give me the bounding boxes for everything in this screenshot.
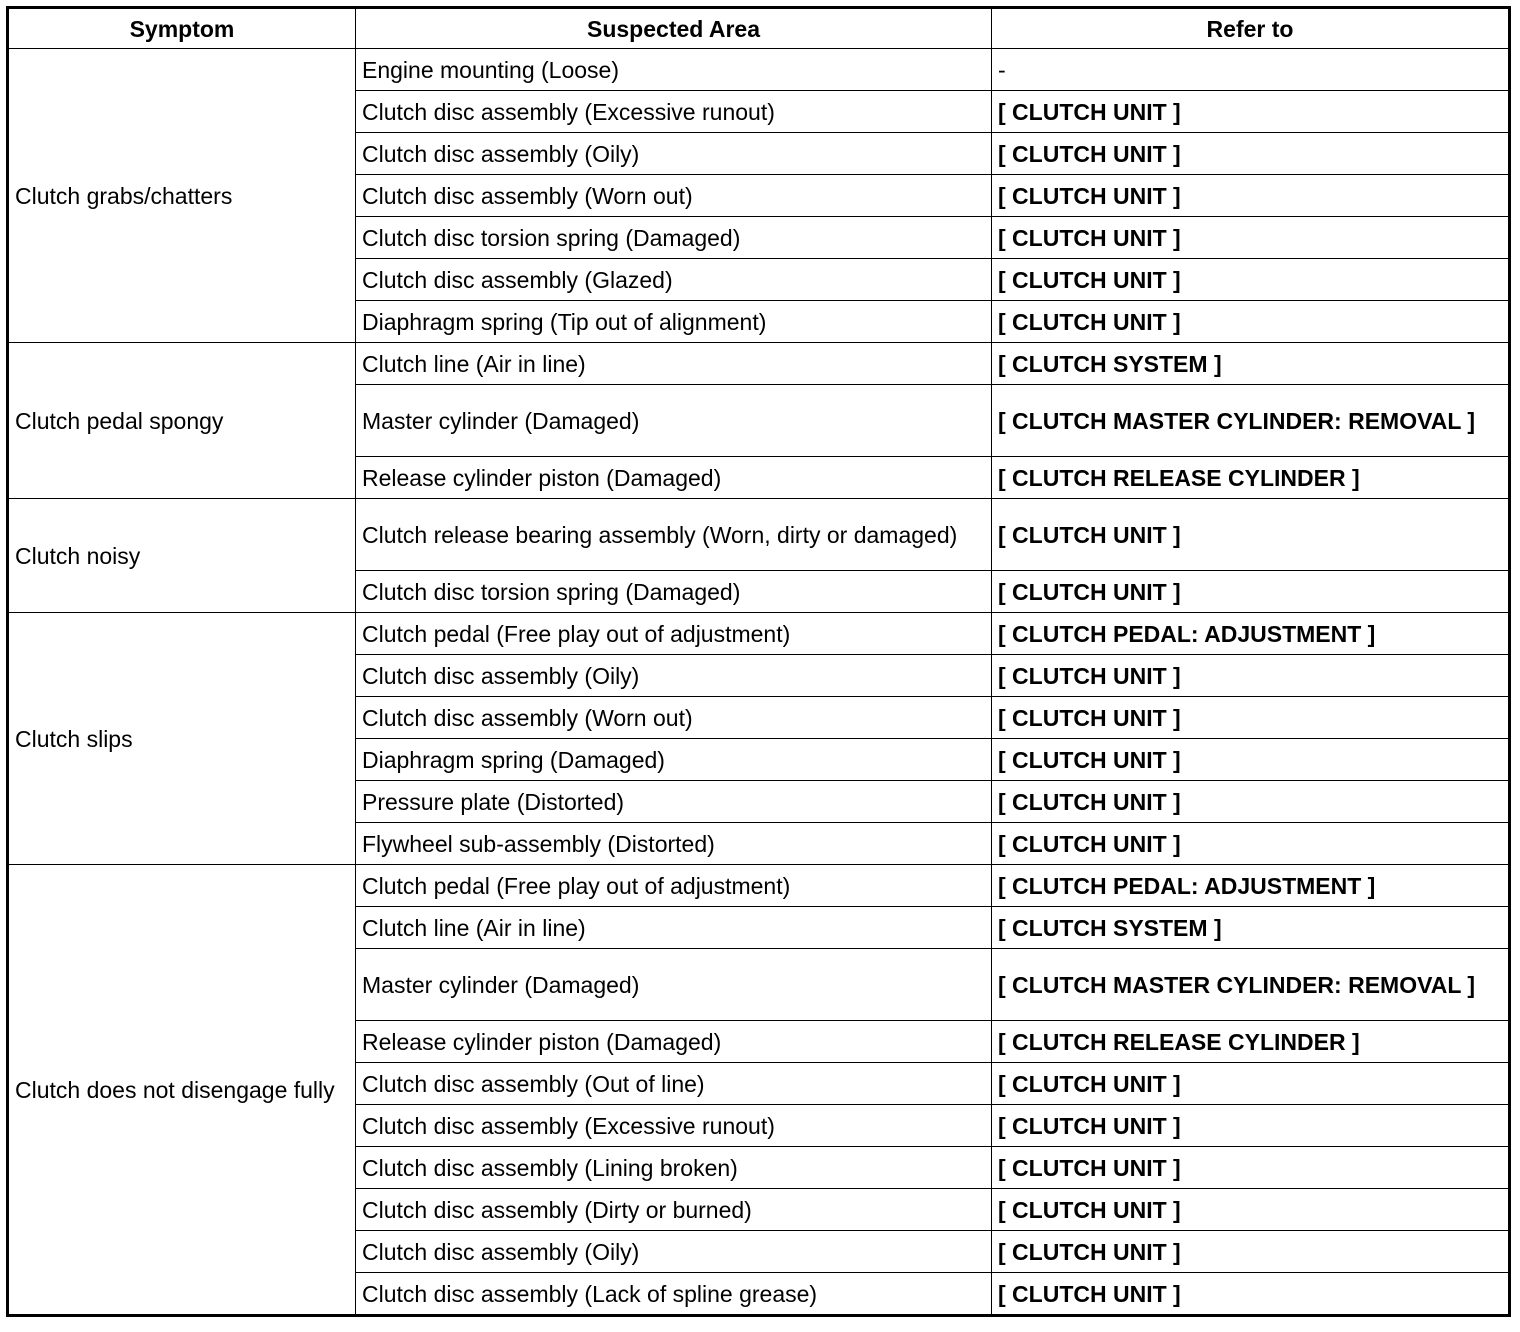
table-row [8,49,1510,91]
suspected-area-cell: Clutch disc assembly (Oily) [356,655,992,697]
table-row [8,865,1510,907]
refer-to-link[interactable]: [ CLUTCH SYSTEM ] [992,907,1510,949]
refer-to-link[interactable]: [ CLUTCH MASTER CYLINDER: REMOVAL ] [992,949,1510,1021]
refer-to-link[interactable]: [ CLUTCH UNIT ] [992,781,1510,823]
table-body [8,49,1510,1316]
suspected-area-cell: Clutch disc assembly (Worn out) [356,697,992,739]
symptom-cell: Clutch noisy [8,499,356,613]
refer-to-link[interactable]: [ CLUTCH PEDAL: ADJUSTMENT ] [992,865,1510,907]
suspected-area-cell: Clutch pedal (Free play out of adjustment) [356,865,992,907]
header-symptom: Symptom [8,8,356,49]
refer-to-link[interactable]: [ CLUTCH RELEASE CYLINDER ] [992,1021,1510,1063]
refer-to-link[interactable]: [ CLUTCH UNIT ] [992,697,1510,739]
refer-to-link[interactable]: [ CLUTCH UNIT ] [992,175,1510,217]
suspected-area-cell: Clutch line (Air in line) [356,343,992,385]
refer-to-link[interactable]: [ CLUTCH SYSTEM ] [992,343,1510,385]
suspected-area-cell: Clutch disc assembly (Lack of spline grease) [356,1273,992,1316]
refer-to-link[interactable]: [ CLUTCH UNIT ] [992,1273,1510,1316]
refer-to-link[interactable]: [ CLUTCH UNIT ] [992,1231,1510,1273]
suspected-area-cell: Clutch disc torsion spring (Damaged) [356,217,992,259]
suspected-area-cell: Master cylinder (Damaged) [356,949,992,1021]
table-row [8,343,1510,385]
troubleshooting-table-container [6,6,1508,1326]
suspected-area-cell: Flywheel sub-assembly (Distorted) [356,823,992,865]
suspected-area-cell: Clutch release bearing assembly (Worn, dirty or damaged) [356,499,992,571]
suspected-area-cell: Clutch disc assembly (Lining broken) [356,1147,992,1189]
symptom-cell: Clutch grabs/chatters [8,49,356,343]
suspected-area-cell: Clutch disc assembly (Out of line) [356,1063,992,1105]
suspected-area-cell: Diaphragm spring (Tip out of alignment) [356,301,992,343]
refer-to-link[interactable]: [ CLUTCH UNIT ] [992,259,1510,301]
header-refer-to: Refer to [992,8,1510,49]
symptom-cell: Clutch slips [8,613,356,865]
suspected-area-cell: Clutch disc assembly (Excessive runout) [356,1105,992,1147]
refer-to-link[interactable]: [ CLUTCH PEDAL: ADJUSTMENT ] [992,613,1510,655]
suspected-area-cell: Clutch pedal (Free play out of adjustment) [356,613,992,655]
refer-to-link[interactable]: [ CLUTCH UNIT ] [992,1189,1510,1231]
refer-to-link[interactable]: [ CLUTCH UNIT ] [992,655,1510,697]
refer-to-link[interactable]: [ CLUTCH UNIT ] [992,301,1510,343]
symptom-cell: Clutch pedal spongy [8,343,356,499]
suspected-area-cell: Release cylinder piston (Damaged) [356,1021,992,1063]
suspected-area-cell: Release cylinder piston (Damaged) [356,457,992,499]
suspected-area-cell: Clutch line (Air in line) [356,907,992,949]
suspected-area-cell: Clutch disc assembly (Dirty or burned) [356,1189,992,1231]
header-row [8,8,1510,49]
refer-to-link[interactable]: [ CLUTCH UNIT ] [992,739,1510,781]
refer-to-link[interactable]: [ CLUTCH UNIT ] [992,133,1510,175]
refer-to-link[interactable]: [ CLUTCH UNIT ] [992,571,1510,613]
suspected-area-cell: Pressure plate (Distorted) [356,781,992,823]
refer-to-link[interactable]: [ CLUTCH UNIT ] [992,823,1510,865]
refer-to-link[interactable]: [ CLUTCH UNIT ] [992,499,1510,571]
refer-to-link[interactable]: [ CLUTCH UNIT ] [992,217,1510,259]
table-row [8,499,1510,571]
refer-to-link[interactable]: [ CLUTCH RELEASE CYLINDER ] [992,457,1510,499]
suspected-area-cell: Clutch disc assembly (Oily) [356,1231,992,1273]
refer-to-link[interactable]: [ CLUTCH MASTER CYLINDER: REMOVAL ] [992,385,1510,457]
troubleshooting-table [6,6,1511,1317]
suspected-area-cell: Clutch disc assembly (Excessive runout) [356,91,992,133]
suspected-area-cell: Clutch disc assembly (Oily) [356,133,992,175]
refer-to-link[interactable]: [ CLUTCH UNIT ] [992,1147,1510,1189]
suspected-area-cell: Clutch disc torsion spring (Damaged) [356,571,992,613]
refer-to-link: - [992,49,1510,91]
refer-to-link[interactable]: [ CLUTCH UNIT ] [992,1063,1510,1105]
suspected-area-cell: Diaphragm spring (Damaged) [356,739,992,781]
suspected-area-cell: Clutch disc assembly (Worn out) [356,175,992,217]
suspected-area-cell: Clutch disc assembly (Glazed) [356,259,992,301]
header-suspected-area: Suspected Area [356,8,992,49]
table-row [8,613,1510,655]
suspected-area-cell: Engine mounting (Loose) [356,49,992,91]
refer-to-link[interactable]: [ CLUTCH UNIT ] [992,1105,1510,1147]
suspected-area-cell: Master cylinder (Damaged) [356,385,992,457]
symptom-cell: Clutch does not disengage fully [8,865,356,1316]
refer-to-link[interactable]: [ CLUTCH UNIT ] [992,91,1510,133]
